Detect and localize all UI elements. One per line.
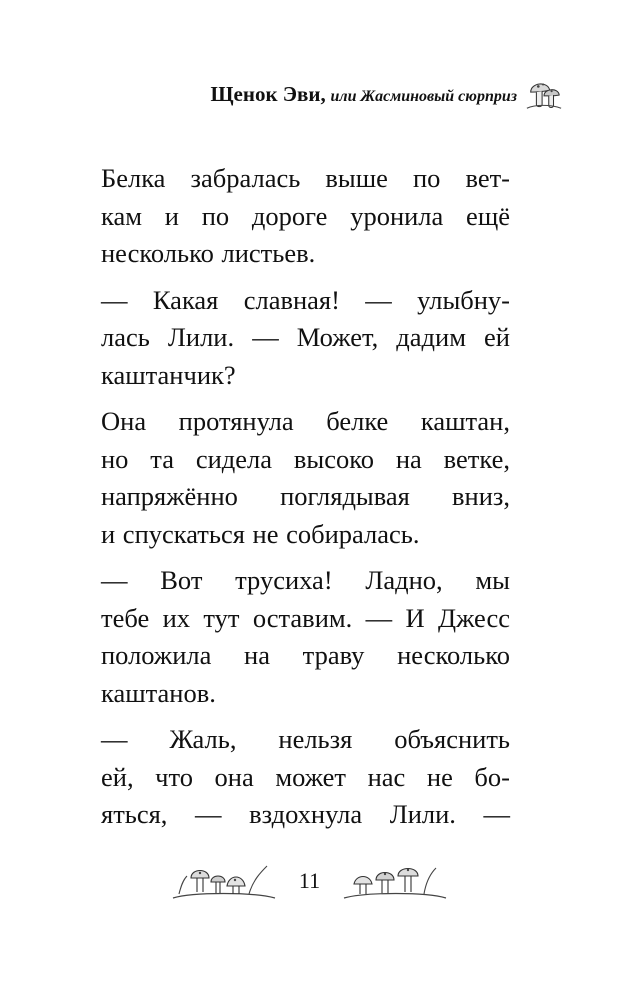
mushroom-cluster-icon [340,858,450,904]
text-line: — Вот трусиха! Ладно, мы [101,565,510,595]
text-line: Она протянула белке каштан, [101,406,510,436]
text-line: ей, что она может нас не бо- [101,761,510,792]
text-line: тебе их тут оставим. — И Джесс [101,602,510,633]
text-line: и спускаться не собиралась. [101,518,420,549]
text-line: каштанов. [101,677,216,708]
text-line: но та сидела высоко на ветке, [101,443,510,474]
text-line: кам и по дороге уронила ещё [101,200,510,231]
mushroom-cluster-icon [169,858,279,904]
page-footer [0,858,619,904]
header-subtitle: или Жасминовый сюрприз [330,87,517,105]
paragraph [73,403,510,553]
text-line: яться, — вздохнула Лили. — [101,799,510,829]
paragraph [73,160,510,273]
mushroom-icon [525,74,563,114]
text-line: напряжённо поглядывая вниз, [101,481,510,511]
book-title [210,82,517,107]
text-line: положила на траву несколько [101,640,510,670]
running-header [210,74,563,114]
paragraph [73,562,510,712]
paragraph [73,282,510,395]
text-line: Белка забралась выше по вет- [101,163,510,193]
paragraph [73,721,510,834]
text-line: — Жаль, нельзя объяснить [101,724,510,754]
header-title: Щенок Эви, [210,81,326,106]
page-body [73,160,510,843]
text-line: — Какая славная! — улыбну- [101,284,510,315]
page-number: 11 [298,868,321,893]
text-line: несколько листьев. [101,238,316,268]
text-line: лась Лили. — Может, дадим ей [101,322,510,352]
text-line: каштанчик? [101,359,236,390]
